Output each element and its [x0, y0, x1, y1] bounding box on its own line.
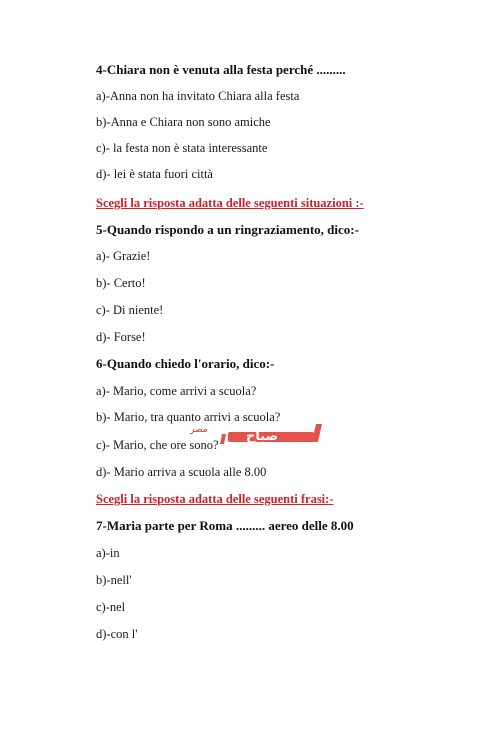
watermark-logo-graphic [186, 420, 326, 454]
q4-option-c: c)- la festa non è stata interessante [96, 141, 268, 155]
q6-option-b: b)- Mario, tra quanto arrivi a scuola? [96, 410, 281, 424]
q6-option-c: c)- Mario, che ore sono? [96, 438, 219, 452]
q5-option-a: a)- Grazie! [96, 249, 151, 263]
question-5: 5-Quando rispondo a un ringraziamento, dico:- [96, 222, 359, 237]
watermark-small-text: مصر [190, 425, 208, 435]
watermark-text: صباح [246, 429, 279, 444]
q7-option-d: d)-con l' [96, 627, 138, 641]
q7-option-a: a)-in [96, 546, 120, 560]
q4-option-d: d)- lei è stata fuori città [96, 167, 213, 181]
q6-option-a: a)- Mario, come arrivi a scuola? [96, 384, 257, 398]
q6-option-d: d)- Mario arriva a scuola alle 8.00 [96, 465, 267, 479]
question-7: 7-Maria parte per Roma ......... aereo delle 8.00 [96, 518, 354, 533]
section-heading-sentences: Scegli la risposta adatta delle seguenti frasi:- [96, 492, 334, 506]
question-4: 4-Chiara non è venuta alla festa perché ......... [96, 62, 346, 77]
section-heading-situations: Scegli la risposta adatta delle seguenti situazioni :- [96, 196, 364, 210]
watermark-logo [186, 420, 326, 454]
q5-option-c: c)- Di niente! [96, 303, 164, 317]
q5-option-d: d)- Forse! [96, 330, 146, 344]
q7-option-b: b)-nell' [96, 573, 132, 587]
q7-option-c: c)-nel [96, 600, 126, 614]
question-6: 6-Quando chiedo l'orario, dico:- [96, 356, 275, 371]
q4-option-a: a)-Anna non ha invitato Chiara alla festa [96, 89, 300, 103]
q5-option-b: b)- Certo! [96, 276, 146, 290]
q4-option-b: b)-Anna e Chiara non sono amiche [96, 115, 271, 129]
watermark-stroke-2 [220, 434, 226, 444]
